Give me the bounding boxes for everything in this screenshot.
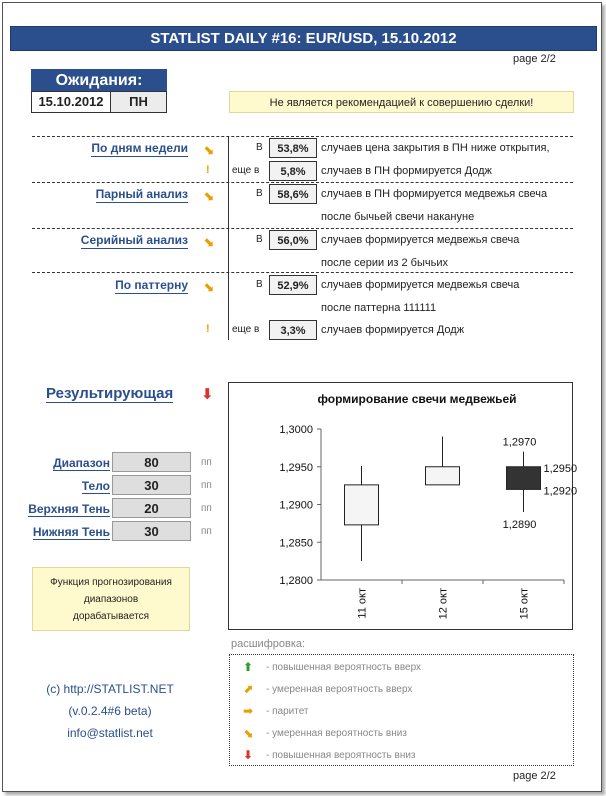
site-link[interactable]: (c) http://STATLIST.NET [46, 682, 174, 696]
description: случаев в ПН формируется Додж [321, 165, 492, 177]
page-number-bottom: page 2/2 [513, 770, 556, 782]
description: случаев формируется медвежья свеча [321, 234, 520, 246]
param-unit: пп [201, 526, 212, 537]
description-cont: после бычьей свечи накануне [321, 211, 475, 223]
exclamation-icon: ! [206, 164, 210, 176]
arrow-right-icon: ➡ [243, 704, 254, 718]
x-tick-label: 11 окт [356, 588, 369, 619]
expectations-title: Ожидания: [31, 69, 167, 92]
result-title: Результирующая [46, 385, 174, 402]
description-cont: после паттерна 111111 [321, 302, 437, 314]
y-tick-label: 1,3000 [279, 424, 313, 436]
exclamation-icon: ! [206, 323, 210, 335]
legend-title: расшифровка: [231, 638, 306, 650]
description: случаев в ПН формируется медвежья свеча [321, 188, 548, 200]
percent-value: 56,0% [269, 230, 317, 250]
arrow-up-right-icon: ⬈ [243, 682, 254, 696]
arrow-down-right-icon: ⬊ [243, 726, 254, 740]
divider-vertical [228, 136, 229, 340]
y-tick-label: 1,2900 [279, 499, 313, 512]
analysis-label-pattern: По паттерну [115, 278, 188, 292]
disclaimer-notice: Не является рекомендацией к совершению сделки! [229, 91, 574, 113]
prefix: В [256, 142, 263, 153]
report-title: STATLIST DAILY #16: EUR/USD, 15.10.2012 [10, 26, 597, 51]
prefix: еще в [232, 324, 260, 335]
param-value-lower-shadow: 30 [112, 521, 191, 541]
arrow-down-icon: ⬇ [243, 748, 254, 762]
candle-body [507, 467, 541, 490]
description: случаев формируется медвежья свеча [321, 279, 520, 291]
prefix: В [256, 188, 263, 199]
price-annotation: 1,2890 [502, 519, 537, 532]
param-value-upper-shadow: 20 [112, 498, 191, 518]
param-label-lower-shadow: Нижняя Тень [32, 525, 110, 539]
percent-value: 52,9% [269, 275, 317, 295]
candle-body [426, 467, 460, 485]
email-link[interactable]: info@statlist.net [67, 726, 153, 740]
moderate-down-arrow-icon: ⬊ [203, 142, 214, 157]
legend-item: - повышенная вероятность вверх [266, 662, 422, 673]
moderate-down-arrow-icon: ⬊ [203, 234, 214, 249]
prefix: В [256, 234, 263, 245]
page-number-top: page 2/2 [513, 53, 556, 65]
legend-item: - умеренная вероятность вниз [266, 728, 407, 739]
param-unit: пп [201, 457, 212, 468]
function-note: Функция прогнозирования диапазонов дорабатывается [32, 567, 190, 631]
legend-item: - паритет [266, 706, 309, 717]
analysis-label-weekday: По дням недели [91, 141, 188, 155]
param-label-body: Тело [81, 479, 110, 493]
percent-value: 53,8% [269, 138, 317, 158]
chart-svg [229, 383, 578, 629]
chart-title: формирование свечи медвежьей [317, 392, 517, 406]
analysis-label-serial: Серийный анализ [80, 233, 188, 247]
param-unit: пп [201, 503, 212, 514]
forecast-day: ПН [110, 91, 167, 113]
param-value-body: 30 [112, 475, 191, 495]
description: случаев формируется Додж [321, 324, 465, 336]
divider [32, 136, 573, 137]
param-value-range: 80 [112, 452, 191, 472]
price-annotation: 1,2950 [543, 462, 578, 475]
moderate-down-arrow-icon: ⬊ [203, 188, 214, 203]
prefix: еще в [232, 165, 260, 176]
divider [32, 182, 573, 183]
divider [32, 228, 573, 229]
forecast-date: 15.10.2012 [31, 91, 111, 113]
y-tick-label: 1,2950 [279, 461, 313, 474]
price-annotation: 1,2970 [502, 436, 537, 449]
divider [32, 272, 573, 273]
percent-value: 58,6% [269, 184, 317, 204]
legend-item: - умеренная вероятность вверх [266, 684, 413, 695]
x-tick-label: 15 окт [518, 588, 531, 620]
description: случаев цена закрытия в ПН ниже открытия, [321, 142, 550, 154]
description-cont: после серии из 2 бычьих [321, 257, 448, 269]
moderate-down-arrow-icon: ⬊ [203, 279, 214, 294]
analysis-label-pair: Парный анализ [95, 187, 188, 201]
y-tick-label: 1,2850 [279, 537, 313, 550]
param-label-range: Диапазон [53, 456, 110, 470]
candlestick-chart [228, 382, 578, 630]
candle-body [345, 485, 379, 525]
param-unit: пп [201, 480, 212, 491]
x-tick-label: 12 окт [437, 588, 450, 620]
percent-value: 5,8% [269, 161, 317, 181]
strong-down-arrow-icon: ⬇ [201, 386, 214, 403]
price-annotation: 1,2920 [543, 485, 578, 498]
prefix: В [256, 279, 263, 290]
arrow-up-icon: ⬆ [243, 660, 254, 674]
y-tick-label: 1,2800 [279, 575, 313, 587]
legend [229, 654, 574, 766]
percent-value: 3,3% [269, 320, 317, 340]
version-text: (v.0.2.4#6 beta) [68, 704, 152, 718]
param-label-upper-shadow: Верхняя Тень [28, 502, 110, 516]
legend-item: - повышенная вероятность вниз [266, 750, 416, 761]
